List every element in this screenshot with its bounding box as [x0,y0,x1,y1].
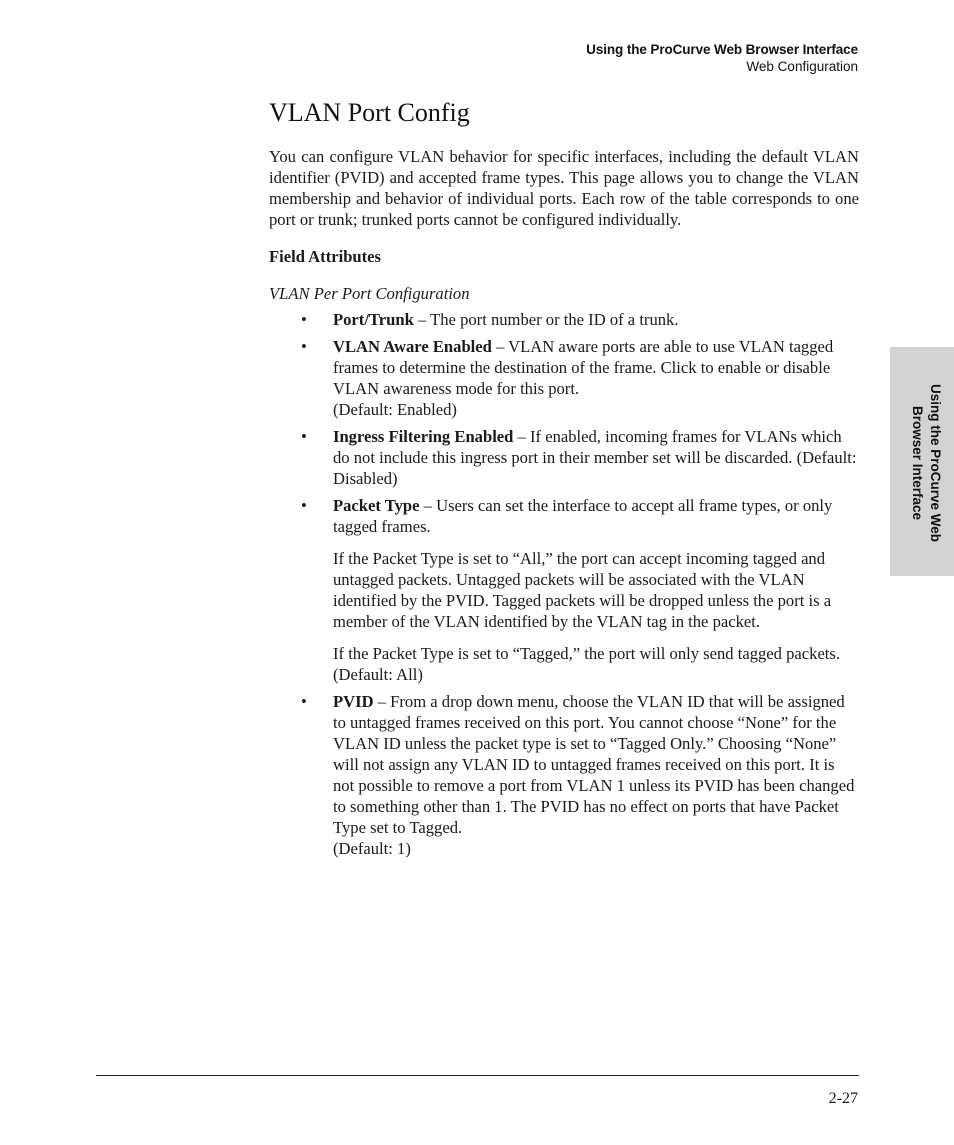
term-description: – From a drop down menu, choose the VLAN ID that will be assigned to untagged frames received on this port. You cannot choose “None” for the VLAN ID unless the packet type is set to “Tagged Only.” Choosing “None” will not assign any VLAN ID to untagged frames received on this port. It is not possible to remove a port from VLAN 1 unless its PVID has been changed to something other than 1. The PVID has no effect on ports that have Packet Type set to Tagged. [333,692,855,837]
term-label: Port/Trunk [333,310,414,329]
list-item-port-trunk [269,309,859,330]
list-item-pvid [269,691,859,859]
list-item-ingress-filtering [269,426,859,489]
term-description: – VLAN aware ports are able to use VLAN tagged frames to determine the destination of the frame. Click to enable or disable VLAN awareness mode for this port. [333,337,834,398]
bullet-icon: • [301,496,307,515]
chapter-side-tab-label: Using the ProCurve Web Browser Interface [910,383,943,543]
running-header [586,41,858,75]
bullet-icon: • [301,427,307,446]
bullet-icon: • [301,692,307,711]
list-item-packet-type [269,495,859,685]
field-attributes-heading: Field Attributes [269,247,381,266]
running-header-section: Web Configuration [746,59,858,74]
list-item-vlan-aware [269,336,859,420]
term-label: Packet Type [333,496,420,515]
page-number: 2-27 [828,1090,858,1107]
intro-paragraph: You can configure VLAN behavior for specific interfaces, including the default VLAN identifier (PVID) and accepted frame types. This page allows you to change the VLAN membership and behavior of individual ports. Each row of the table corresponds to one port or trunk; trunked ports cannot be configured individually. [269,147,859,229]
footer-divider [96,1075,859,1076]
subsection-heading: VLAN Per Port Configuration [269,284,470,303]
field-list [269,309,859,859]
term-description: – Users can set the interface to accept all frame types, or only tagged frames. [333,496,833,536]
term-default: (Default: Enabled) [333,400,457,419]
term-description: – If enabled, incoming frames for VLANs which do not include this ingress port in their member set will be discarded. (Default: Disabled) [333,427,857,488]
bullet-icon: • [301,337,307,356]
chapter-side-tab [890,347,954,576]
term-default: (Default: 1) [333,839,411,858]
term-label: VLAN Aware Enabled [333,337,492,356]
term-description: – The port number or the ID of a trunk. [413,310,679,329]
page-title: VLAN Port Config [269,98,470,127]
bullet-icon: • [301,310,307,329]
running-header-chapter: Using the ProCurve Web Browser Interface [586,42,858,57]
term-label: PVID [333,692,374,711]
packet-type-tagged-paragraph: If the Packet Type is set to “Tagged,” the port will only send tagged packets. (Default: All) [333,644,841,684]
packet-type-all-paragraph: If the Packet Type is set to “All,” the port can accept incoming tagged and untagged packets. Untagged packets will be associated with the VLAN identified by the PVID. Tagged packets will be dropped unless the port is a member of the VLAN identified by the VLAN tag in the packet. [333,549,832,631]
page-content [269,96,859,865]
term-label: Ingress Filtering Enabled [333,427,514,446]
